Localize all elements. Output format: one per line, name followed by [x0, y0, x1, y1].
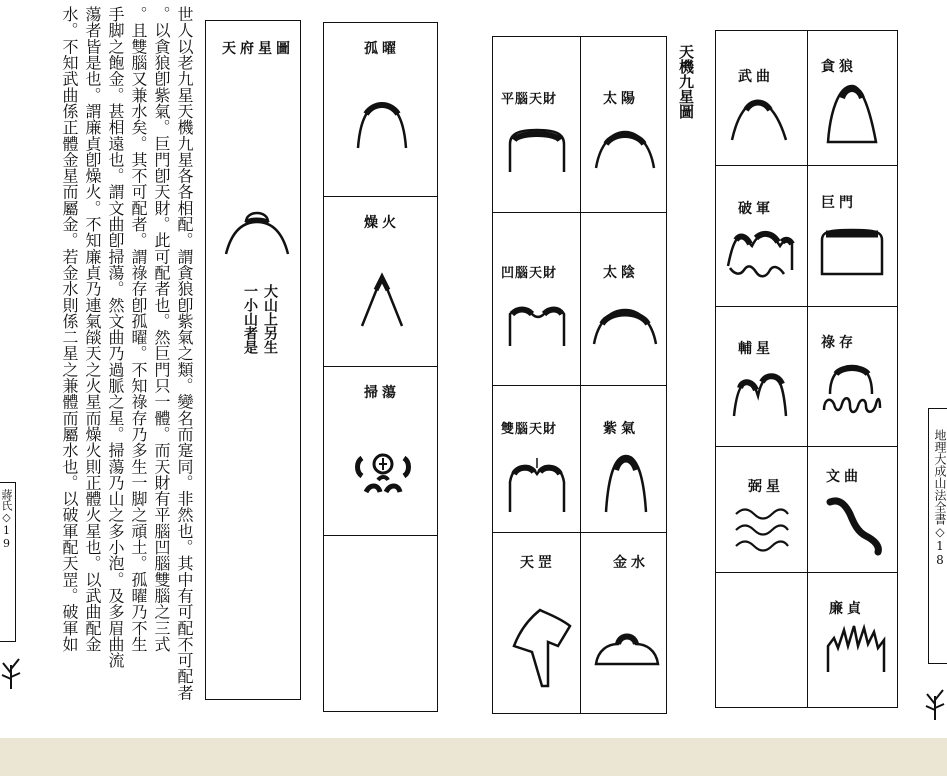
bixing-mountain-icon	[732, 506, 790, 552]
tianji-nine-stars-heading: 天機九星圖	[677, 44, 695, 119]
pingnao-mountain-icon	[504, 124, 570, 176]
star-label-wenqu: 文曲	[826, 469, 862, 485]
left-side-tab	[0, 482, 16, 642]
star-label-aonao-tiancai: 凹腦天財	[501, 266, 558, 281]
taiyang-mountain-icon	[590, 124, 660, 174]
wenqu-mountain-icon	[822, 492, 888, 556]
star-label-fuxing: 輔星	[738, 341, 774, 357]
tiangang-mountain-icon	[508, 590, 576, 690]
star-label-wuqu: 武曲	[738, 69, 774, 85]
star-label-bixing: 弼星	[748, 479, 784, 495]
star-label-jumen: 巨門	[821, 195, 857, 211]
taiyin-mountain-icon	[590, 300, 660, 348]
main-text-column-4: 手脚之飽金。甚相遠也。謂文曲卽掃蕩。然文曲乃過脈之星。掃蕩乃山之多小泡。及多眉曲流	[106, 6, 125, 669]
star-label-saodang: 掃蕩	[364, 385, 400, 401]
star-label-jinshui: 金水	[613, 555, 649, 571]
star-label-ziqi: 紫氣	[603, 421, 639, 437]
tianfu-star-box	[205, 20, 301, 700]
star-label-tiangang: 天罡	[520, 555, 556, 571]
fuxing-mountain-icon	[728, 366, 790, 420]
scan-bottom-strip	[0, 738, 947, 776]
wuqu-mountain-icon	[728, 94, 790, 144]
main-text-column-2: 。以貪狼卽紫氣。巨門卽天財。此可配者也。然巨門只一體。而天財有平腦凹腦雙腦之三式	[152, 6, 171, 652]
main-text-column-3: 。且雙腦又兼水矣。其不可配者。謂祿存卽孤曜。不知祿存乃多生一脚之頑土。孤曜乃不生	[129, 6, 148, 652]
star-label-tanlang: 貪狼	[821, 59, 857, 75]
pojun-mountain-icon	[724, 226, 796, 282]
star-label-lianzhen: 廉貞	[829, 601, 865, 617]
left-side-tab-label: 蔣氏◇19	[0, 489, 13, 550]
tianfu-note-col-2: 一小山者是	[242, 284, 258, 354]
star-label-lucun: 祿存	[821, 335, 857, 351]
star-label-shuangnao-tiancai: 雙腦天財	[501, 422, 558, 437]
right-side-tab	[928, 408, 947, 664]
tanlang-mountain-icon	[822, 80, 884, 146]
right-side-tab-label: 地理大成山法全書◇18	[933, 429, 947, 567]
ziqi-mountain-icon	[598, 450, 654, 516]
tianfu-mountain-icon	[222, 196, 292, 266]
star-label-pojun: 破軍	[738, 201, 774, 217]
star-label-guyao: 孤曜	[364, 41, 400, 57]
star-label-taiyin: 太陰	[603, 265, 639, 281]
plant-ornament-icon	[0, 655, 22, 691]
main-text-column-5: 蕩者皆是也。謂廉貞卽燥火。不知廉貞乃連氣燄天之火星而燥火則正體火星也。以武曲配金	[83, 6, 102, 652]
star-label-zaohuo: 燥火	[364, 215, 400, 231]
main-text-column-6: 水。不知武曲係正體金星而屬金。若金水則係二星之兼體而屬水也。以破軍配天罡。破軍如	[60, 6, 79, 652]
lianzhen-mountain-icon	[824, 622, 888, 676]
jinshui-mountain-icon	[592, 620, 662, 670]
zaohuo-mountain-icon	[356, 270, 408, 330]
tianfu-star-title: 天府星圖	[222, 41, 294, 57]
guyao-mountain-icon	[352, 96, 412, 152]
lucun-mountain-icon	[818, 360, 884, 420]
star-label-taiyang: 太陽	[603, 91, 639, 107]
aonao-mountain-icon	[504, 300, 570, 350]
saodang-mountain-icon	[348, 442, 418, 502]
star-label-pingnao-tiancai: 平腦天財	[501, 92, 558, 107]
jumen-mountain-icon	[818, 224, 886, 278]
plant-ornament-icon-right	[924, 686, 946, 722]
tianfu-note-col-1: 大山上另生	[262, 284, 278, 354]
shuangnao-mountain-icon	[504, 454, 570, 516]
main-text-column-1: 世人以老九星天機九星各各相配。謂貪狼卽紫氣之類。變名而寔同。非然也。其中有可配不可配者	[175, 6, 194, 701]
